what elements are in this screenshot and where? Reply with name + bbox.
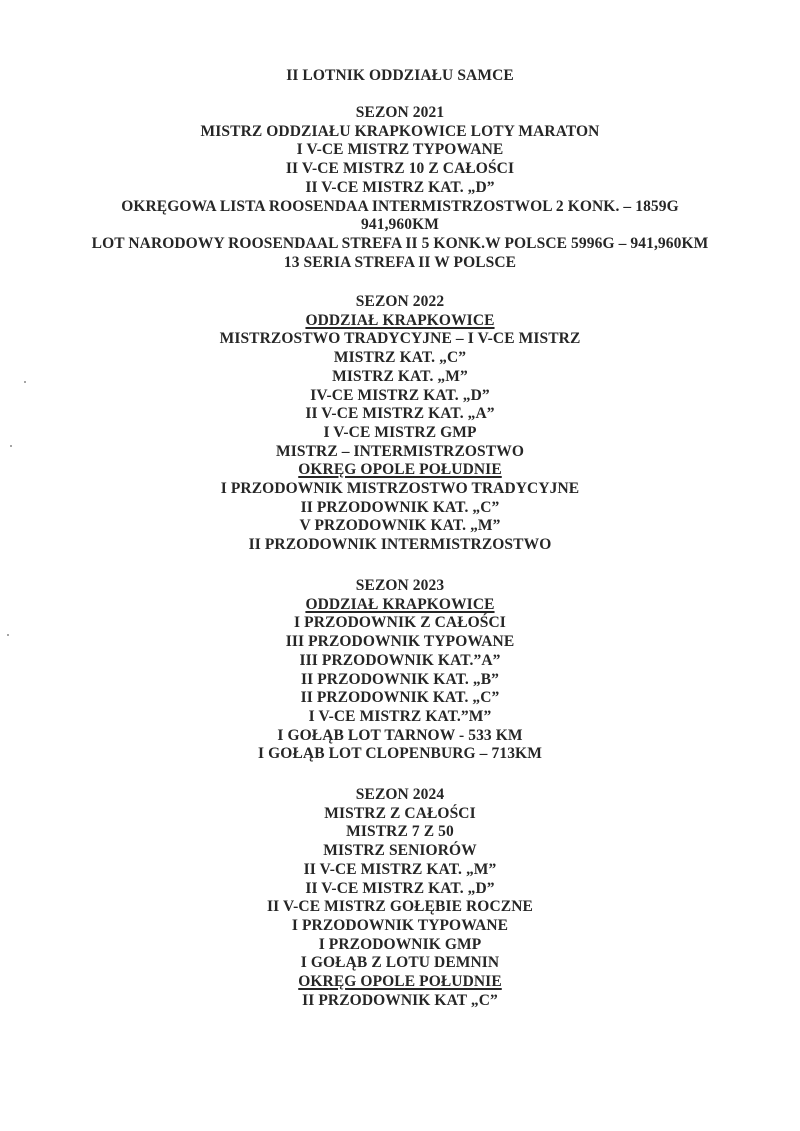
season-2021-section	[0, 104, 800, 272]
achievement-line: II PRZODOWNIK KAT „C”	[302, 991, 498, 1009]
achievement-line: IV-CE MISTRZ KAT. „D”	[310, 386, 490, 404]
season-header: SEZON 2023	[355, 577, 445, 594]
scan-speck	[24, 381, 26, 383]
achievement-line: OKRĘGOWA LISTA ROOSENDAA INTERMISTRZOSTWOL 2 KONK. – 1859G	[121, 197, 679, 215]
season-2024-section	[0, 786, 800, 1010]
achievement-line: II PRZODOWNIK KAT. „C”	[300, 689, 500, 707]
achievement-line: MISTRZOSTWO TRADYCYJNE – I V-CE MISTRZ	[219, 330, 581, 348]
achievement-line: I PRZODOWNIK MISTRZOSTWO TRADYCYJNE	[220, 480, 580, 498]
document-title: II LOTNIK ODDZIAŁU SAMCE	[286, 67, 514, 84]
achievement-line: 941,960KM	[361, 216, 439, 234]
achievement-line: I V-CE MISTRZ GMP	[323, 423, 477, 441]
subsection-heading: OKRĘG OPOLE POŁUDNIE	[298, 973, 502, 991]
achievement-line: II PRZODOWNIK KAT. „C”	[300, 498, 500, 516]
achievement-line: III PRZODOWNIK KAT.”A”	[299, 651, 501, 669]
subsection-heading: ODDZIAŁ KRAPKOWICE	[305, 311, 495, 329]
season-2022-section	[0, 293, 800, 555]
achievement-line: I GOŁĄB Z LOTU DEMNIN	[300, 954, 500, 972]
achievement-line: MISTRZ KAT. „M”	[332, 367, 468, 385]
achievement-line: II V-CE MISTRZ GOŁĘBIE ROCZNE	[267, 898, 533, 916]
achievement-line: MISTRZ ODDZIAŁU KRAPKOWICE LOTY MARATON	[200, 122, 600, 140]
achievement-line: I PRZODOWNIK TYPOWANE	[291, 916, 509, 934]
achievement-line: MISTRZ 7 Z 50	[346, 823, 454, 841]
achievement-line: MISTRZ – INTERMISTRZOSTWO	[276, 442, 524, 460]
scan-speck	[10, 445, 12, 447]
achievement-line: I PRZODOWNIK Z CAŁOŚCI	[294, 614, 506, 632]
achievement-line: LOT NARODOWY ROOSENDAAL STREFA II 5 KONK.W POLSCE 5996G – 941,960KM	[91, 234, 709, 252]
achievement-line: V PRZODOWNIK KAT. „M”	[299, 517, 501, 535]
achievement-line: MISTRZ SENIORÓW	[323, 842, 477, 860]
scan-speck	[7, 634, 9, 636]
subsection-heading: OKRĘG OPOLE POŁUDNIE	[298, 461, 502, 479]
season-2023-section	[0, 577, 800, 764]
achievement-line: I GOŁĄB LOT TARNOW - 533 KM	[277, 726, 523, 744]
achievement-line: I GOŁĄB LOT CLOPENBURG – 713KM	[258, 745, 542, 763]
achievement-line: II V-CE MISTRZ KAT. „M”	[303, 860, 497, 878]
achievement-line: MISTRZ KAT. „C”	[333, 349, 467, 367]
achievement-line: II PRZODOWNIK INTERMISTRZOSTWO	[248, 536, 552, 554]
achievement-line: I V-CE MISTRZ TYPOWANE	[296, 141, 504, 159]
season-header: SEZON 2022	[355, 293, 445, 310]
achievement-line: I PRZODOWNIK GMP	[318, 935, 482, 953]
achievement-line: 13 SERIA STREFA II W POLSCE	[283, 253, 517, 271]
season-header: SEZON 2024	[355, 786, 445, 803]
season-header: SEZON 2021	[355, 104, 445, 121]
achievement-line: MISTRZ Z CAŁOŚCI	[324, 804, 476, 822]
achievement-line: II V-CE MISTRZ KAT. „D”	[305, 879, 495, 897]
achievement-line: II V-CE MISTRZ KAT. „D”	[305, 178, 495, 196]
achievement-line: II V-CE MISTRZ KAT. „A”	[305, 405, 495, 423]
achievement-line: III PRZODOWNIK TYPOWANE	[285, 633, 515, 651]
achievement-line: II V-CE MISTRZ 10 Z CAŁOŚCI	[285, 160, 515, 178]
subsection-heading: ODDZIAŁ KRAPKOWICE	[305, 595, 495, 613]
achievement-line: I V-CE MISTRZ KAT.”M”	[308, 707, 492, 725]
achievement-line: II PRZODOWNIK KAT. „B”	[301, 670, 499, 688]
